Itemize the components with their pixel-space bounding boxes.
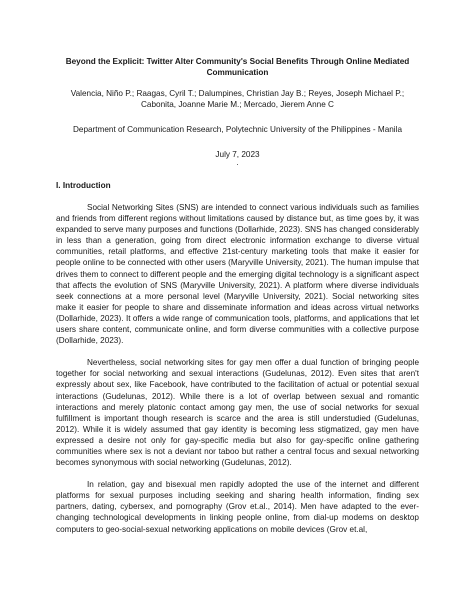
- section-heading: I. Introduction: [56, 181, 111, 190]
- author-list: Valencia, Niño P.; Raagas, Cyril T.; Dalumpines, Christian Jay B.; Reyes, Joseph Michael P.; Cabonita, Joanne Marie M.; Mercado, Jierem Anne C: [70, 89, 405, 109]
- paper-title: Beyond the Explicit: Twitter Alter Community's Social Benefits Through Online Mediated Communication: [65, 57, 410, 77]
- body-paragraph-3: In relation, gay and bisexual men rapidly adopted the use of the internet and different platforms for sexual purposes including seeking and sharing health information, finding sex partners, dating, cybersex, and pornography (Grov et.al., 2014). Men have adapted to the ever-changing technological developments in linking people online, from dial-up modems on desktop computers to geo-social-sexual networking applications on mobile devices (Grov et.al,: [56, 480, 419, 534]
- publication-date: July 7, 2023: [215, 150, 260, 159]
- date-mark: .: [236, 158, 239, 167]
- affiliation: Department of Communication Research, Polytechnic University of the Philippines - Manila: [72, 125, 402, 134]
- body-paragraph-1: Social Networking Sites (SNS) are intended to connect various individuals such as families and friends from different regions without limitations caused by distance but, as time goes by, it was expanded to serve many purposes and functions (Dollarhide, 2023). SNS has changed considerably in less than a generation, going from direct electronic information exchange to diverse virtual communities, retail platforms, and effective 21st-century marketing tools that make it easier for people online to be connected with other users (Maryville University, 2021). The human impulse that drives them to connect to different people and the emerging digital technology is a significant aspect that affects the evolution of SNS (Maryville University, 2021). A platform where diverse individuals seek connections at a more personal level (Maryville University, 2021). Social networking sites make it easier for people to share and disseminate information and ideas across virtual networks (Dollarhide, 2023). It offers a wide range of communication tools, platforms, and applications that let users share content, communicate online, and form diverse communities with a collective purpose (Dollarhide, 2023).: [56, 203, 419, 346]
- body-paragraph-2: Nevertheless, social networking sites for gay men offer a dual function of bringing people together for social networking and sexual interactions (Gudelunas, 2012). Even sites that aren't expressly about sex, like Facebook, have contributed to the facilitation of actual or potential sexual interactions (Gudelunas, 2012). While there is a lot of overlap between sexual and romantic interactions and merely platonic contact among gay men, the use of social networks for sexual fulfillment is important though research is scarce and the area is still understudied (Gudelunas, 2012). While it is widely assumed that gay identity is becoming less stigmatized, gay men have expressed a desire not only for gay-specific media but also for gay-specific online gathering communities where sex is not a deviant nor taboo but rather a central focus and sexual networking becomes synonymous with social networking (Gudelunas, 2012).: [56, 358, 419, 468]
